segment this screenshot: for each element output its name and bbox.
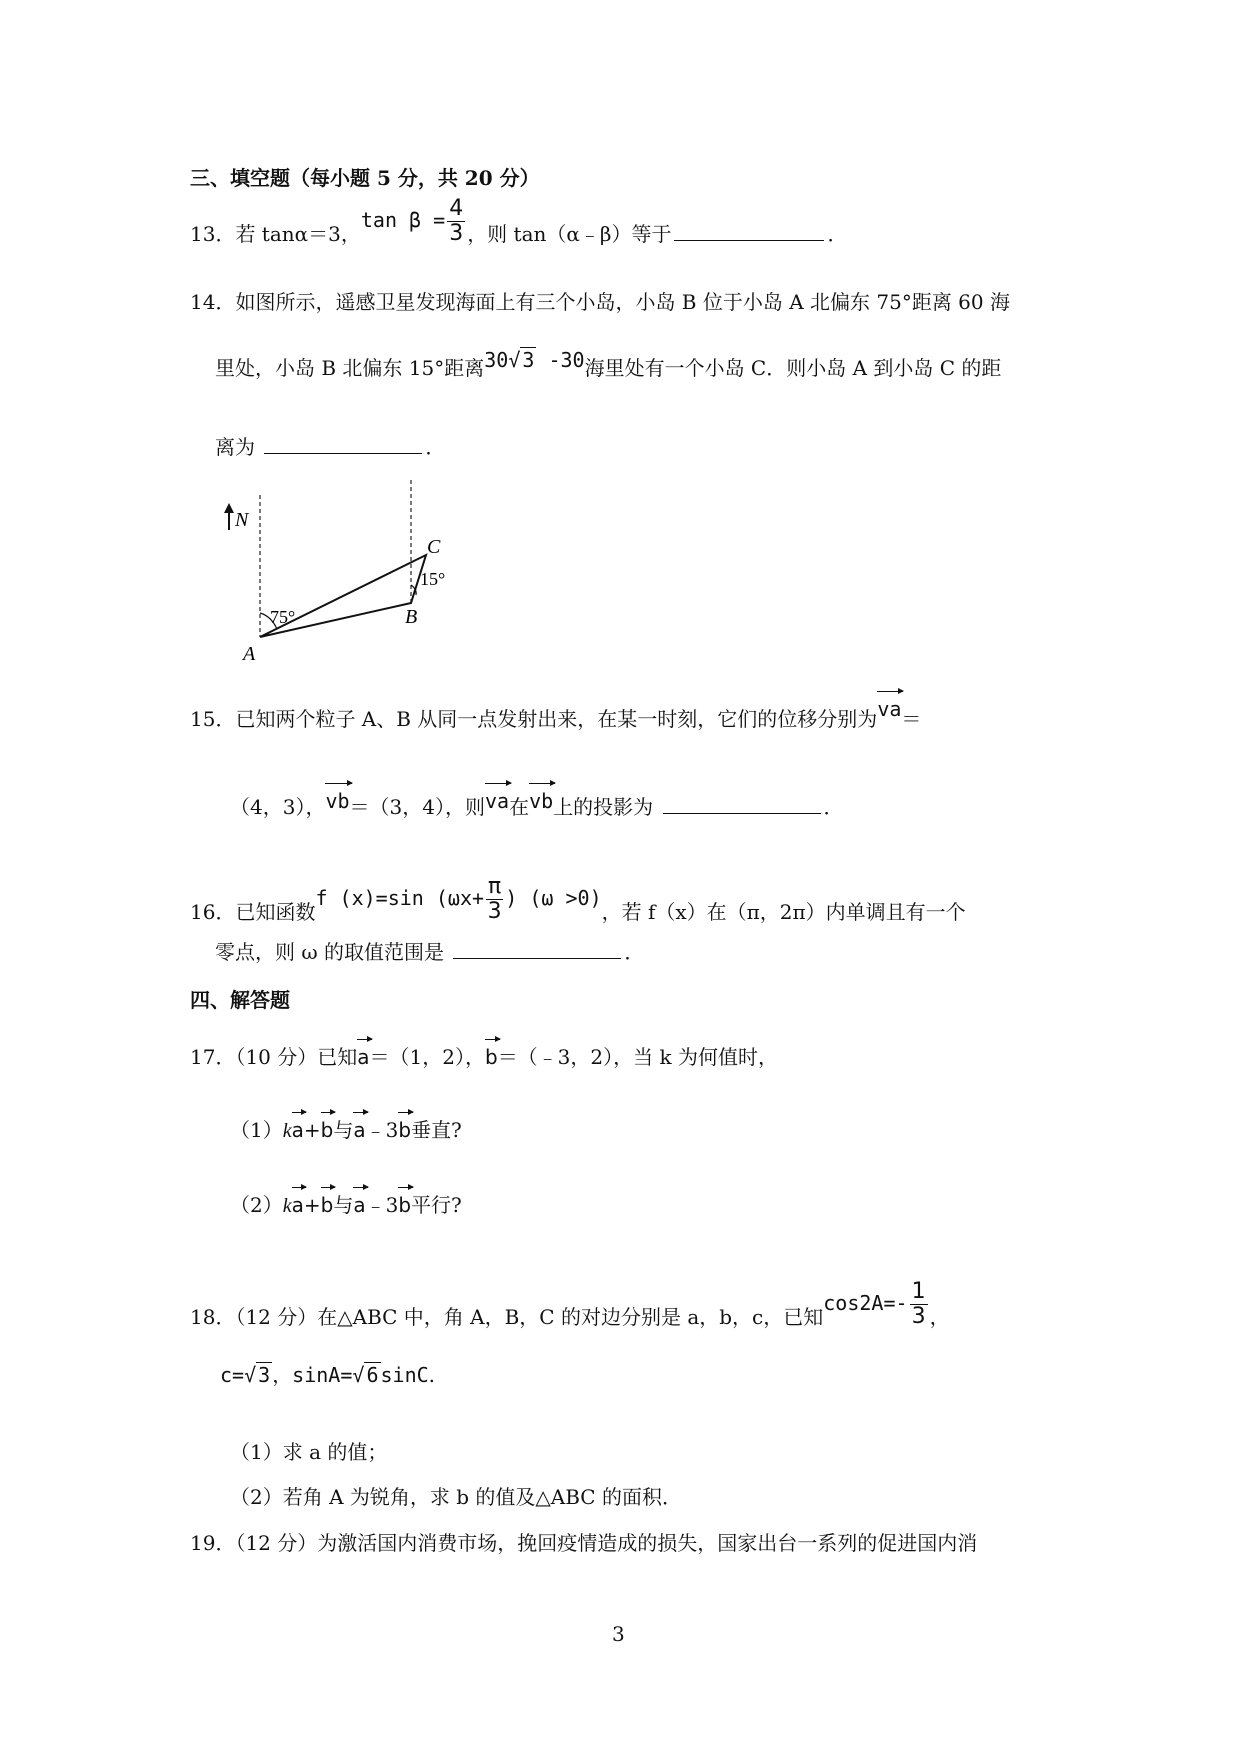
- question-14-line1: 14．如图所示，遥感卫星发现海面上有三个小岛，小岛 B 位于小岛 A 北偏东 75°距离 60 海: [190, 290, 1010, 314]
- question-17-part2: （2）ka+b与a﹣3b平行?: [230, 1193, 462, 1217]
- question-18-line1: 18．（12 分）在△ABC 中，角 A，B，C 的对边分别是 a，b，c，已知cos2A=- $\frac{1}{3}$ ，: [190, 1279, 950, 1329]
- answer-blank: [453, 940, 621, 959]
- question-number: 15．: [190, 707, 236, 731]
- question-number: 13．: [190, 222, 236, 246]
- answer-blank: [674, 222, 824, 241]
- given-conditions: c=√ 3 ，sinA=√ 6 sinC: [220, 1363, 429, 1387]
- point-c-label: C: [427, 536, 441, 558]
- question-16-line1: 16．已知函数f (x)=sin (ωx+ $\frac{\pi}{3}$ ) (ω >0)，若 f（x）在（π，2π）内单调且有一个: [190, 874, 966, 924]
- tan-beta-formula: tan β =: [360, 208, 446, 232]
- function-formula: f (x)=sin (ωx+ $\frac{\pi}{3}$ ) (ω >0): [315, 874, 602, 924]
- question-17-part1: （1）ka+b与a﹣3b垂直?: [230, 1118, 462, 1142]
- question-18-part2: （2）若角 A 为锐角，求 b 的值及△ABC 的面积．: [230, 1485, 682, 1509]
- vector-vb: vb: [529, 789, 554, 813]
- page-number: 3: [612, 1622, 625, 1646]
- section-heading-solutions: 四、解答题: [190, 988, 290, 1012]
- point-b-label: B: [405, 606, 418, 628]
- point-a-label: A: [243, 643, 256, 665]
- question-14-line3: 离为 ．: [215, 435, 446, 459]
- question-19: 19．（12 分）为激活国内消费市场，挽回疫情造成的损失，国家出台一系列的促进国内消: [190, 1531, 978, 1555]
- north-arrowhead-icon: [224, 503, 234, 513]
- question-18-line2: c=√ 3 ，sinA=√ 6 sinC.: [220, 1363, 436, 1387]
- vector-b: b: [484, 1045, 498, 1069]
- question-18-part1: （1）求 a 的值；: [230, 1440, 388, 1464]
- question-number: 18．: [190, 1305, 236, 1329]
- angle-75-label: 75°: [270, 607, 296, 627]
- answer-blank: [264, 435, 422, 454]
- question-15-line1: 15．已知两个粒子 A、B 从同一点发射出来，在某一时刻，它们的位移分别为va＝: [190, 697, 922, 731]
- question-number: 14．: [190, 290, 236, 314]
- question-number: 19．: [190, 1531, 236, 1555]
- distance-formula: 30√ 3 -30: [484, 348, 585, 372]
- question-number: 17．: [190, 1045, 236, 1069]
- cos2a-formula: cos2A=- $\frac{1}{3}$: [823, 1279, 926, 1329]
- question-13: 13．若 tanα＝3，tan β = $\frac{4}{3}$ ，则 tan（α﹣β）等于 ．: [190, 196, 848, 246]
- question-16-line2: 零点，则 ω 的取值范围是 ．: [215, 940, 645, 964]
- question-15-line2: （4，3），vb＝（3，4），则va在vb上的投影为 ．: [230, 789, 844, 819]
- fraction-4-3: $\frac{4}{3}$: [449, 196, 464, 246]
- vector-vb: vb: [325, 789, 350, 813]
- vector-va: va: [485, 789, 510, 813]
- answer-blank: [663, 795, 821, 814]
- vector-va: va: [877, 697, 902, 721]
- question-17: 17．（10 分）已知a＝（1，2），b＝（﹣3，2），当 k 为何值时，: [190, 1045, 778, 1069]
- question-number: 16．: [190, 900, 236, 924]
- section-heading-fill-in: 三、填空题（每小题 5 分，共 20 分）: [190, 166, 540, 190]
- island-figure: [215, 475, 475, 670]
- question-14-line2: 里处，小岛 B 北偏东 15°距离30√ 3 -30海里处有一个小岛 C．则小岛 A 到小岛 C 的距: [215, 348, 1002, 380]
- north-label: N: [235, 509, 249, 531]
- vector-a: a: [357, 1045, 370, 1069]
- angle-15-label: 15°: [420, 569, 446, 589]
